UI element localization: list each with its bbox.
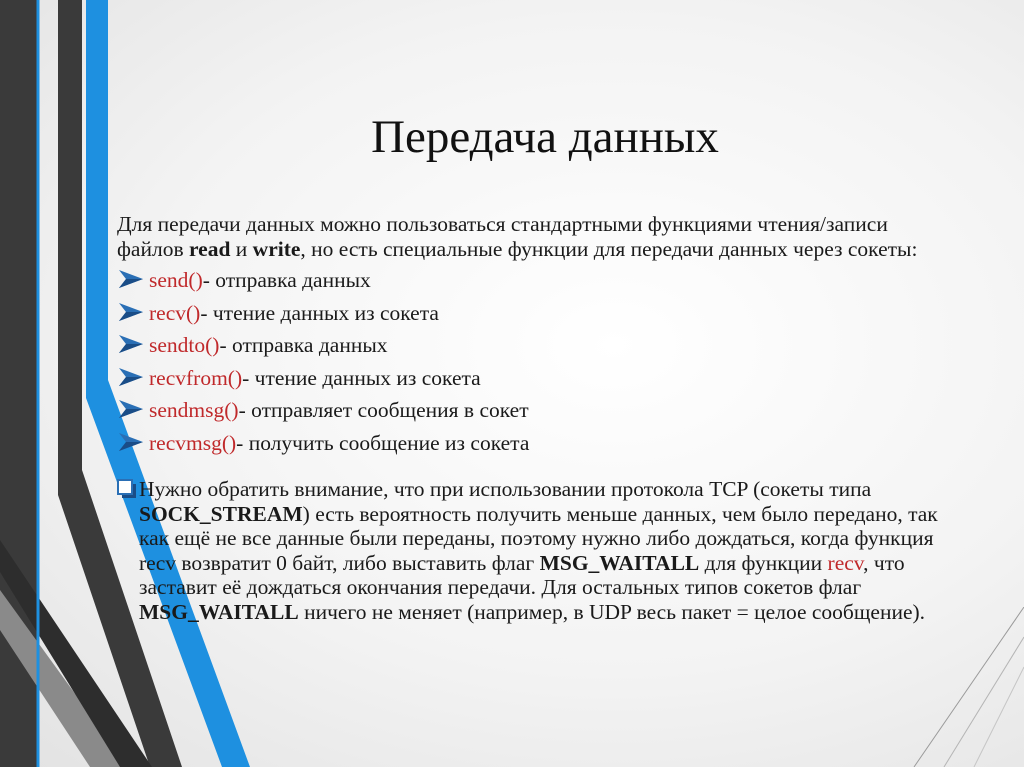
function-list	[117, 265, 957, 460]
keyword-msg-waitall-2: MSG_WAITALL	[139, 599, 299, 624]
arrow-bullet-icon	[117, 366, 145, 388]
arrow-bullet-icon	[117, 431, 145, 453]
note-block	[117, 477, 957, 624]
intro-text-2: , но есть специальные функции для передачи данных через сокеты:	[300, 236, 918, 261]
function-recv: recv	[827, 550, 864, 575]
note-text-1: Нужно обратить внимание, что при использовании протокола TCP (сокеты типа	[139, 477, 872, 501]
arrow-bullet-icon	[117, 333, 145, 355]
keyword-read: read	[189, 236, 231, 261]
arrow-bullet-icon	[117, 398, 145, 420]
function-desc: - получить сообщение из сокета	[236, 430, 530, 455]
note-paragraph	[139, 477, 957, 624]
function-name: sendmsg()	[149, 398, 239, 422]
function-name: sendto()	[149, 333, 220, 357]
note-text-4: , что заставит её дождаться окончания передачи. Для остальных типов сокетов флаг	[139, 550, 905, 599]
list-item	[117, 298, 957, 331]
intro-paragraph	[117, 212, 957, 261]
slide-body	[117, 212, 957, 624]
function-desc: - отправка данных	[202, 268, 371, 292]
function-desc: - чтение данных из сокета	[200, 300, 439, 325]
keyword-write: write	[252, 236, 301, 261]
note-text-2: ) есть вероятность получить меньше данных, чем было передано, так как ещё не все данные были переданы, поэтому нужно либо дождаться, когда функция recv возвратит 0 байт, либо выставить флаг	[139, 501, 938, 575]
list-item	[117, 330, 957, 363]
function-name: recvmsg()	[149, 430, 237, 455]
note-text-5: ничего не меняет (например, в UDP весь пакет = целое сообщение).	[298, 599, 926, 624]
square-bullet-icon	[117, 479, 137, 499]
list-item	[117, 363, 957, 396]
arrow-bullet-icon	[117, 301, 145, 323]
list-item	[117, 265, 957, 298]
keyword-msg-waitall: MSG_WAITALL	[539, 550, 700, 575]
list-item	[117, 428, 957, 461]
function-name: send()	[149, 268, 203, 292]
right-corner-lines	[894, 607, 1024, 767]
intro-text-and: и	[230, 236, 253, 261]
function-desc: - чтение данных из сокета	[242, 365, 481, 390]
keyword-sock-stream: SOCK_STREAM	[139, 501, 303, 526]
list-item	[117, 395, 957, 428]
intro-text-1: Для передачи данных можно пользоваться стандартными функциями чтения/записи файлов	[117, 212, 888, 261]
function-name: recvfrom()	[149, 365, 243, 390]
function-desc: - отправка данных	[219, 333, 388, 357]
note-text-3: для функции	[699, 550, 828, 575]
slide-title: Передача данных	[371, 111, 719, 163]
function-desc: - отправляет сообщения в сокет	[238, 398, 529, 422]
arrow-bullet-icon	[117, 268, 145, 290]
function-name: recv()	[149, 300, 201, 325]
